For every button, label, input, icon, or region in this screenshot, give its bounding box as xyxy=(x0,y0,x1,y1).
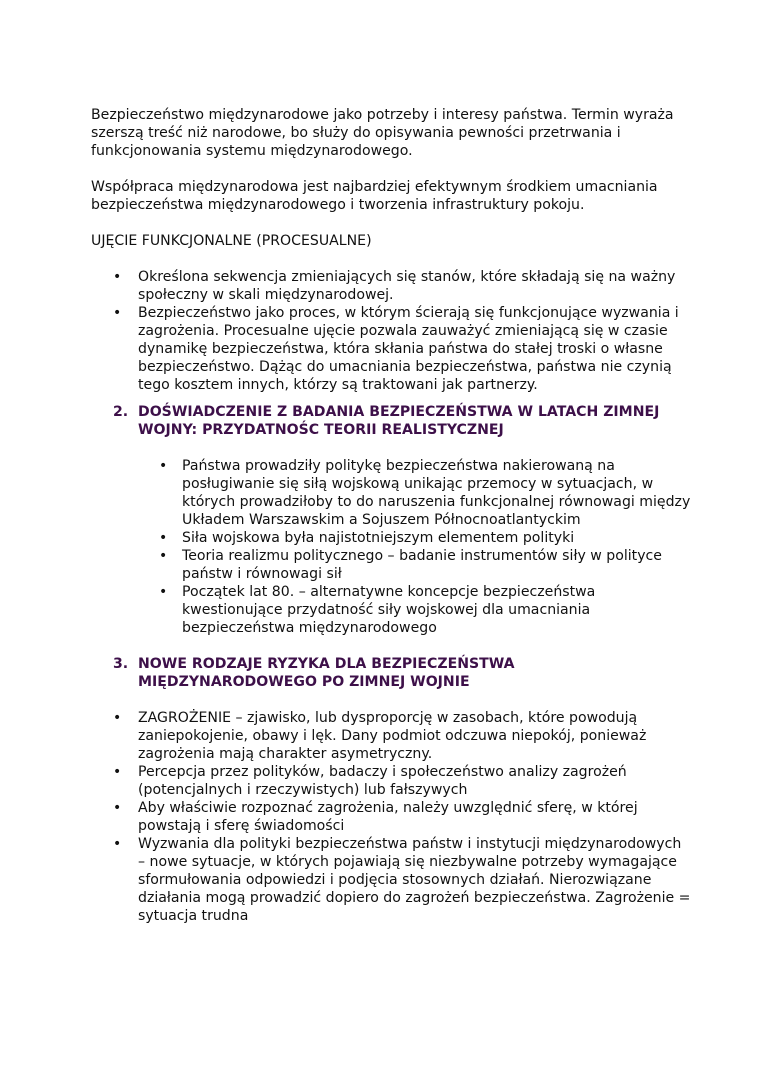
list-item: • ZAGROŻENIE – zjawisko, lub dysproporcję w zasobach, które powodują zaniepokojenie, obawy i lęk. Dany podmiot odczuwa niepokój, ponieważ zagrożenia mają charakter asymetryczny. xyxy=(113,709,691,763)
bullet-list-functional xyxy=(113,268,691,394)
section-title: NOWE RODZAJE RYZYKA DLA BEZPIECZEŃSTWA MIĘDZYNARODOWEGO PO ZIMNEJ WOJNIE xyxy=(138,656,515,690)
list-item: • Siła wojskowa była najistotniejszym elementem polityki xyxy=(159,529,691,547)
list-item: • Określona sekwencja zmieniających się stanów, które składają się na ważny społeczny w skali międzynarodowej. xyxy=(113,268,691,304)
intro-paragraph-1: Bezpieczeństwo międzynarodowe jako potrzeby i interesy państwa. Termin wyraża szerszą treść niż narodowe, bo służy do opisywania pewności przetrwania i funkcjonowania systemu międzynarodowego. xyxy=(91,107,674,159)
document-page xyxy=(91,106,691,925)
list-item: • Wyzwania dla polityki bezpieczeństwa państw i instytucji międzynarodowych – nowe sytuacje, w których pojawiają się niezbywalne potrzeby wymagające sformułowania odpowiedzi i podjęcia stosownych działań. Nierozwiązane działania mogą prowadzić dopiero do zagrożeń bezpieczeństwa. Zagrożenie = sytuacja trudna xyxy=(113,835,691,925)
section-heading-3 xyxy=(113,655,691,691)
intro-paragraph-2: Współpraca międzynarodowa jest najbardziej efektywnym środkiem umacniania bezpieczeństwa międzynarodowego i tworzenia infrastruktury pokoju. xyxy=(91,179,658,213)
bullet-list-cold-war xyxy=(159,457,691,637)
section-heading-2 xyxy=(113,403,691,439)
list-item: • Teoria realizmu politycznego – badanie instrumentów siły w polityce państw i równowagi sił xyxy=(159,547,691,583)
list-item: • Aby właściwie rozpoznać zagrożenia, należy uwzględnić sferę, w której powstają i sferę świadomości xyxy=(113,799,691,835)
list-item: • Państwa prowadziły politykę bezpieczeństwa nakierowaną na posługiwanie się siłą wojskową unikając przemocy w sytuacjach, w których prowadziłoby to do naruszenia funkcjonalnej równowagi między Układem Warszawskim a Sojuszem Północnoatlantyckim xyxy=(159,457,691,529)
list-item: • Percepcja przez polityków, badaczy i społeczeństwo analizy zagrożeń (potencjalnych i rzeczywistych) lub fałszywych xyxy=(113,763,691,799)
section-number: 2. xyxy=(113,404,129,420)
subtitle-functional: UJĘCIE FUNKCJONALNE (PROCESUALNE) xyxy=(91,233,372,249)
section-number: 3. xyxy=(113,656,129,672)
list-item: • Bezpieczeństwo jako proces, w którym ścierają się funkcjonujące wyzwania i zagrożenia. Procesualne ujęcie pozwala zauważyć zmieniającą się w czasie dynamikę bezpieczeństwa, która skłania państwa do stałej troski o własne bezpieczeństwo. Dążąc do umacniania bezpieczeństwa, państwa nie czynią tego kosztem innych, którzy są traktowani jak partnerzy. xyxy=(113,304,691,394)
list-item: • Początek lat 80. – alternatywne koncepcje bezpieczeństwa kwestionujące przydatność siły wojskowej dla umacniania bezpieczeństwa międzynarodowego xyxy=(159,583,691,637)
bullet-list-new-risks xyxy=(113,709,691,925)
section-title: DOŚWIADCZENIE Z BADANIA BEZPIECZEŃSTWA W LATACH ZIMNEJ WOJNY: PRZYDATNOŚC TEORII REALISTYCZNEJ xyxy=(138,404,660,438)
